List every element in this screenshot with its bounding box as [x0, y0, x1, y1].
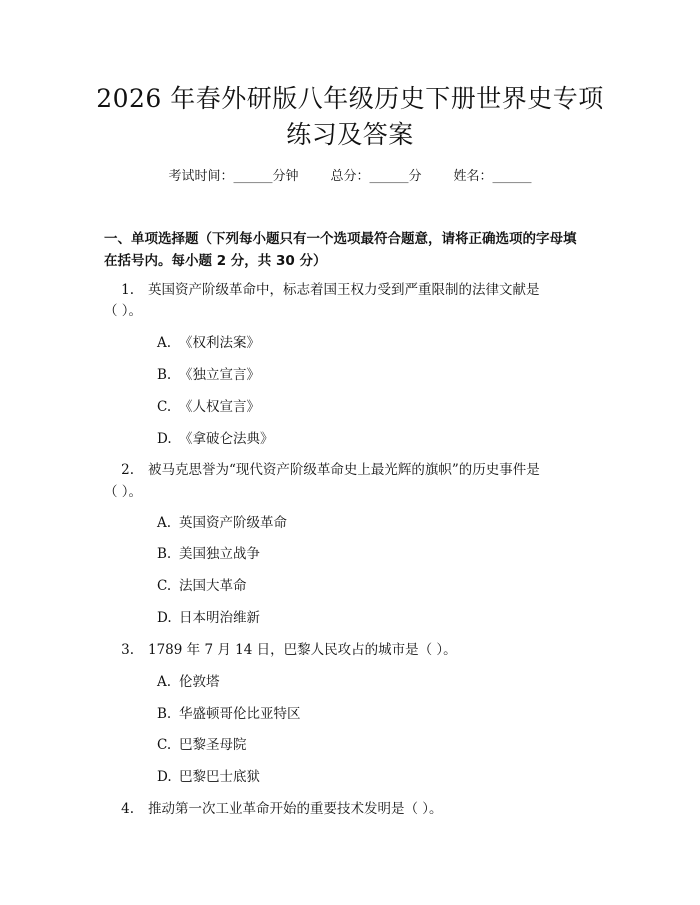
option-letter: C. [157, 578, 172, 594]
option-letter: D. [157, 431, 172, 447]
option-text: 巴黎巴士底狱 [179, 769, 260, 785]
option-text: 日本明治维新 [179, 610, 260, 626]
document-title-line-2: 练习及答案 [286, 120, 414, 149]
question-text: 被马克思誉为“现代资产阶级革命史上最光辉的旗帜”的历史事件是 [148, 462, 540, 478]
option-d [157, 768, 260, 786]
question-text: 英国资产阶级革命中，标志着国王权力受到严重限制的法律文献是 [148, 282, 540, 298]
option-a [157, 334, 260, 352]
option-letter: A. [157, 515, 172, 531]
option-text: 《人权宣言》 [179, 399, 260, 415]
option-text: 英国资产阶级革命 [179, 515, 287, 531]
question-1-continuation: （ ）。 [104, 303, 143, 319]
option-letter: B. [157, 706, 172, 722]
exam-time: 考试时间：______分钟 [168, 169, 299, 184]
option-letter: C. [157, 399, 172, 415]
question-2-continuation: （ ）。 [104, 484, 143, 500]
option-a [157, 514, 287, 532]
option-text: 巴黎圣母院 [179, 737, 247, 753]
option-d [157, 430, 274, 448]
option-text: 华盛顿哥伦比亚特区 [179, 706, 301, 722]
option-text: 伦敦塔 [179, 674, 220, 690]
exam-score: 总分：______分 [330, 169, 422, 184]
option-letter: A. [157, 335, 172, 351]
question-text: 推动第一次工业革命开始的重要技术发明是（ ）。 [148, 801, 443, 817]
option-b [157, 705, 301, 723]
section-heading-line-1: 一、单项选择题（下列每小题只有一个选项最符合题意，请将正确选项的字母填 [104, 231, 577, 247]
exam-meta [0, 168, 700, 186]
question-4 [104, 800, 604, 818]
option-letter: D. [157, 610, 172, 626]
option-letter: A. [157, 674, 172, 690]
question-number: 3. [121, 642, 134, 658]
option-text: 《独立宣言》 [179, 367, 260, 383]
question-number: 4. [121, 801, 134, 817]
section-heading-line-2: 在括号内。每小题 2 分，共 30 分） [104, 253, 327, 269]
document-title-line-1: 2026 年春外研版八年级历史下册世界史专项 [96, 84, 604, 113]
option-text: 《权利法案》 [179, 335, 260, 351]
option-d [157, 609, 260, 627]
question-2 [104, 461, 604, 479]
option-c [157, 577, 247, 595]
option-letter: B. [157, 546, 172, 562]
option-a [157, 673, 220, 691]
option-b [157, 366, 260, 384]
option-letter: D. [157, 769, 172, 785]
option-text: 《拿破仑法典》 [179, 431, 274, 447]
option-c [157, 398, 260, 416]
option-text: 美国独立战争 [179, 546, 260, 562]
option-letter: B. [157, 367, 172, 383]
question-1 [104, 281, 604, 299]
option-text: 法国大革命 [179, 578, 247, 594]
question-3 [104, 641, 604, 659]
student-name: 姓名：______ [453, 169, 532, 184]
option-letter: C. [157, 737, 172, 753]
option-b [157, 545, 260, 563]
question-number: 2. [121, 462, 134, 478]
question-number: 1. [121, 282, 134, 298]
question-text: 1789 年 7 月 14 日，巴黎人民攻占的城市是（ ）。 [148, 642, 457, 658]
option-c [157, 736, 247, 754]
